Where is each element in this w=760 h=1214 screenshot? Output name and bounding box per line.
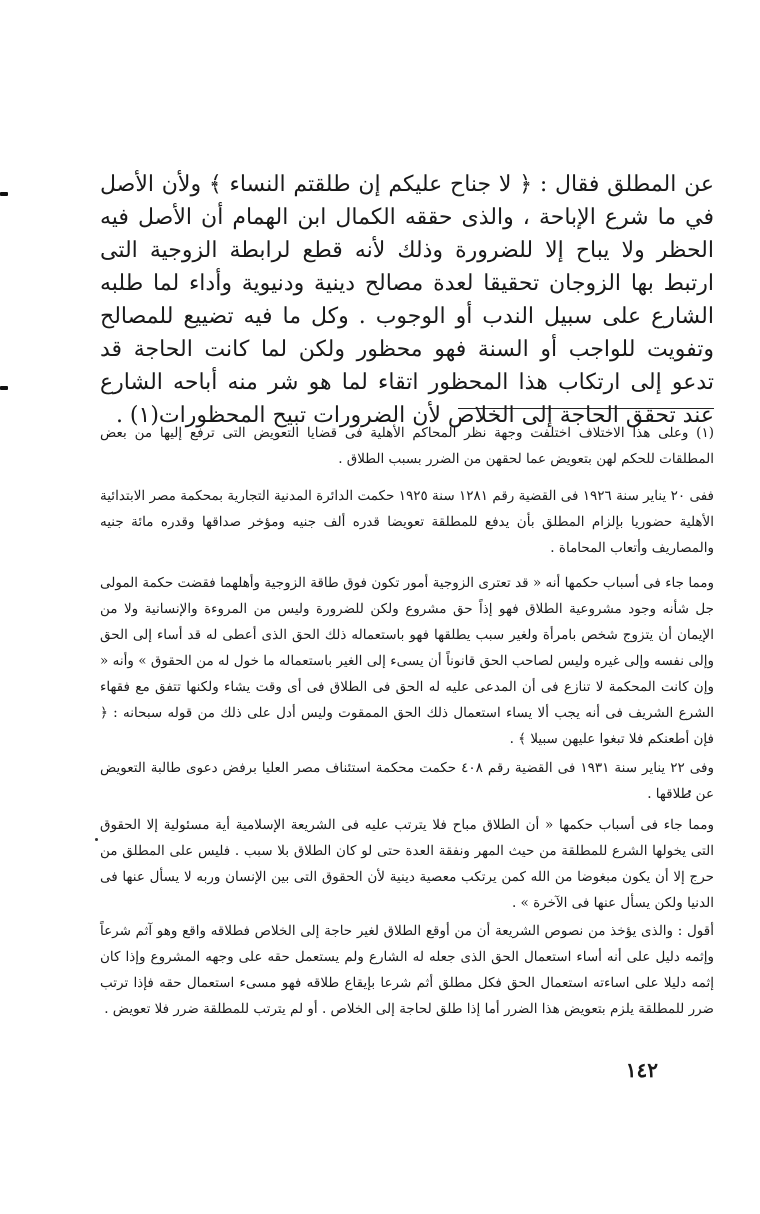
footnote-paragraph: وفى ٢٢ يناير سنة ١٩٣١ فى القضية رقم ٤٠٨ حكمت محكمة استئناف مصر العليا برفض دعوى طالبة التعويض عن طلاقها . bbox=[100, 760, 714, 802]
margin-mark-middle bbox=[0, 386, 8, 390]
main-paragraph: عن المطلق فقال : ﴿ لا جناح عليكم إن طلقتم النساء ﴾ ولأن الأصل في ما شرع الإباحة ، والذى حققه الكمال ابن الهمام أن الأصل فيه الحظر ولا يباح إلا للضرورة وذلك لأنه قطع لرابطة الزوجية التى ارتبط بها الزوجان تحقيقا لعدة مصالح دينية ودنيوية وأداء لما طلبه الشارع على سبيل الندب أو الوجوب . وكل ما فيه تضييع للمصالح وتفويت للواجب أو السنة فهو محظور ولكن لما كانت الحاجة قد تدعو إلى ارتكاب هذا المحظور اتقاء لما هو شر منه أباحه الشارع عند تحقق الحاجة إلى الخلاص لأن الضرورات تبيح المحظورات(١) . bbox=[100, 172, 714, 428]
page-number: ١٤٢ bbox=[625, 1058, 658, 1082]
footnote-paragraph: ومما جاء فى أسباب حكمها أنه « قد تعترى الزوجية أمور تكون فوق طاقة الزوجية وأهلهما فقضت حكمة المولى جل شأنه وجود مشروعية الطلاق فهو إذاً حق مشروع ولكن للضرورة وليس من المروءة والإنسانية ولا من الإيمان أن يتزوج شخص بامرأة ولغير سبب يطلقها فهو باستعماله ذلك الحق الذى أعطى له قد أساء إلى الحق وإلى نفسه وإلى غيره وليس لصاحب الحق قانوناً أن يسىء إلى الغير باستعماله ما خول له من الحقوق » وأنه « وإن كانت المحكمة لا تنازع فى أن المدعى عليه له الحق فى الطلاق فى أى وقت يشاء ولكنها تتفق مع فقهاء الشرع الشريف فى أنه يجب ألا يساء استعمال ذلك الحق الممقوت وليس أدل على ذلك من قوله سبحانه : ﴿ فإن أطعنكم فلا تبغوا عليهن سبيلا ﴾ . bbox=[100, 575, 714, 747]
footnote-paragraph: أقول : والذى يؤخذ من نصوص الشريعة أن من أوقع الطلاق لغير حاجة إلى الخلاص فطلاقه واقع وهو آثم شرعاً وإثمه دليل على أنه أساء استعمال الحق الذى جعله له الشارع ولم يستعمل حقه على وجهه المشروع وإذا كان إثمه دليلا على اساءته استعمال الحق فكل مطلق أثم شرعا بإيقاع طلاقه فهو مسىء استعمال حقه فإذا ترتب ضرر للمطلقة يلزم بتعويض هذا الضرر أما إذا طلق لحاجة إلى الخلاص . أو لم يترتب للمطلقة ضرر فلا تعويض . bbox=[100, 923, 714, 1017]
margin-speck bbox=[95, 838, 98, 841]
margin-mark-top bbox=[0, 192, 8, 196]
footnote-paragraph: ففى ٢٠ يناير سنة ١٩٢٦ فى القضية رقم ١٢٨١ سنة ١٩٢٥ حكمت الدائرة المدنية التجارية بمحكمة مصر الابتدائية الأهلية حضوريا بإلزام المطلق بأن يدفع للمطلقة تعويضا قدره ألف جنيه ومؤخر صداقها وقدره مائة جنيه والمصاريف وأتعاب المحاماة . bbox=[100, 488, 714, 556]
footnote-divider bbox=[458, 408, 714, 409]
footnote-1: (١) وعلى هذا الاختلاف اختلفت وجهة نظر المحاكم الأهلية فى قضايا التعويض التى ترفع إليها من بعض المطلقات للحكم لهن بتعويض عما لحقهن من الضرر بسبب الطلاق . bbox=[100, 425, 714, 467]
footnote-paragraph: ومما جاء فى أسباب حكمها « أن الطلاق مباح فلا يترتب عليه فى الشريعة الإسلامية أية مسئولية إلا الحقوق التى يخولها الشرع للمطلقة من حيث المهر ونفقة العدة حتى لو كان الطلاق بلا سبب . فليس على المطلق من حرج إلا أن يكون مبغوضا من الله كمن يرتكب معصية دينية لأن الحقوق التى بين الإنسان وربه لا يسأل عنها فى الدنيا ولكن يسأل عنها فى الآخرة » . bbox=[100, 817, 714, 911]
